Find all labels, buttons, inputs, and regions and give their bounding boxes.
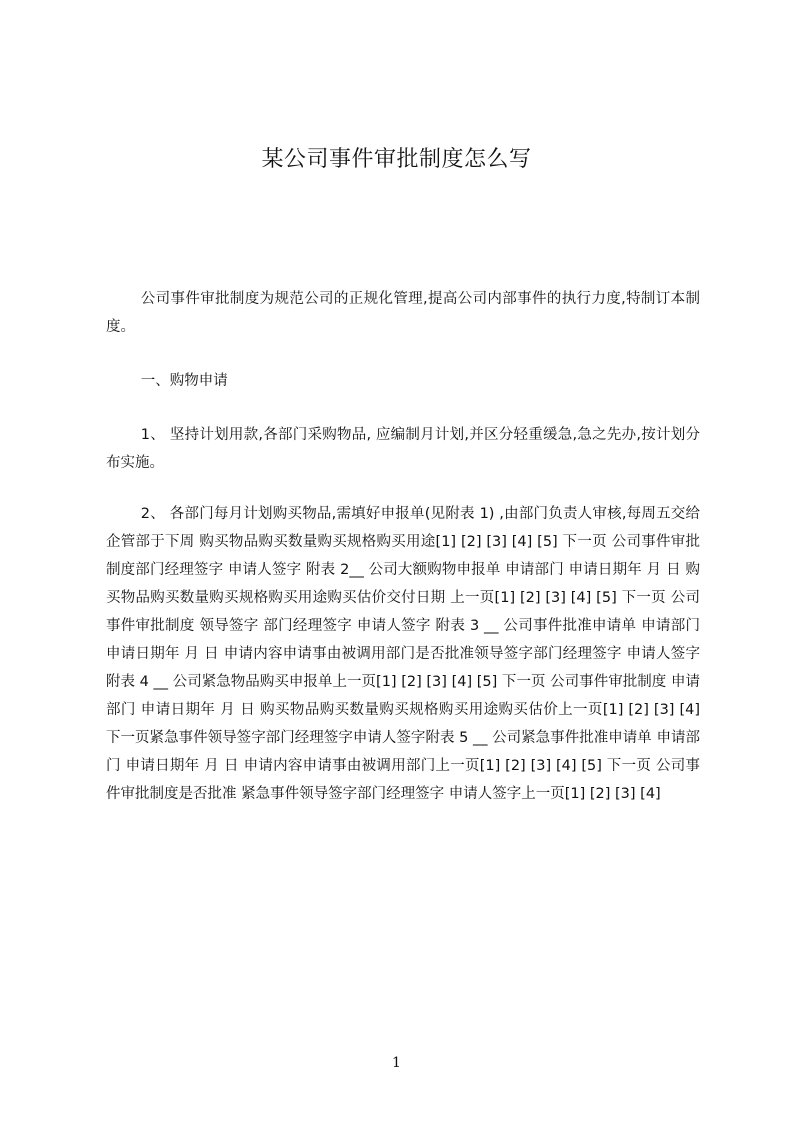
item-2-paragraph: 2、 各部门每月计划购买物品,需填好申报单(见附表 1) ,由部门负责人审核,每周五交给企管部于下周 购买物品购买数量购买规格购买用途[1] [2] [3] [4] [5] 下一页 公司事件审批制度部门经理签字 申请人签字 附表 2__ 公司大额购物申报单 申请部门 申请日期年 月 日 购买物品购买数量购买规格购买用途购买估价交付日期 上一页[1] [2] [3] [4] [5] 下一页 公司事件审批制度 领导签字 部门经理签字 申请人签字 附表 3 __ 公司事件批准申请单 申请部门 申请日期年 月 日 申请内容申请事由被调用部门是否批准领导签字部门经理签字 申请人签字附表 4 __ 公司紧急物品购买申报单上一页[1] [2] [3] [4] [5] 下一页 公司事件审批制度 申请部门 申请日期年 月 日 购买物品购买数量购买规格购买用途购买估价上一页[1] [2] [3] [4] 下一页紧急事件领导签字部门经理签字申请人签字附表 5 __ 公司紧急事件批准申请单 申请部门 申请日期年 月 日 申请内容申请事由被调用部门上一页[1] [2] [3] [4] [5] 下一页 公司事件审批制度是否批准 紧急事件领导签字部门经理签字 申请人签字上一页[1] [2] [3] [4]	[106, 506, 700, 802]
intro-paragraph: 公司事件审批制度为规范公司的正规化管理,提高公司内部事件的执行力度,特制订本制度。	[106, 291, 700, 335]
page-number: 1	[392, 1055, 401, 1071]
item-1-paragraph: 1、 坚持计划用款,各部门采购物品, 应编制月计划,并区分轻重缓急,急之先办,按计划分布实施。	[106, 427, 700, 471]
page-title: 某公司事件审批制度怎么写	[261, 147, 532, 172]
section-heading: 一、购物申请	[140, 373, 228, 389]
